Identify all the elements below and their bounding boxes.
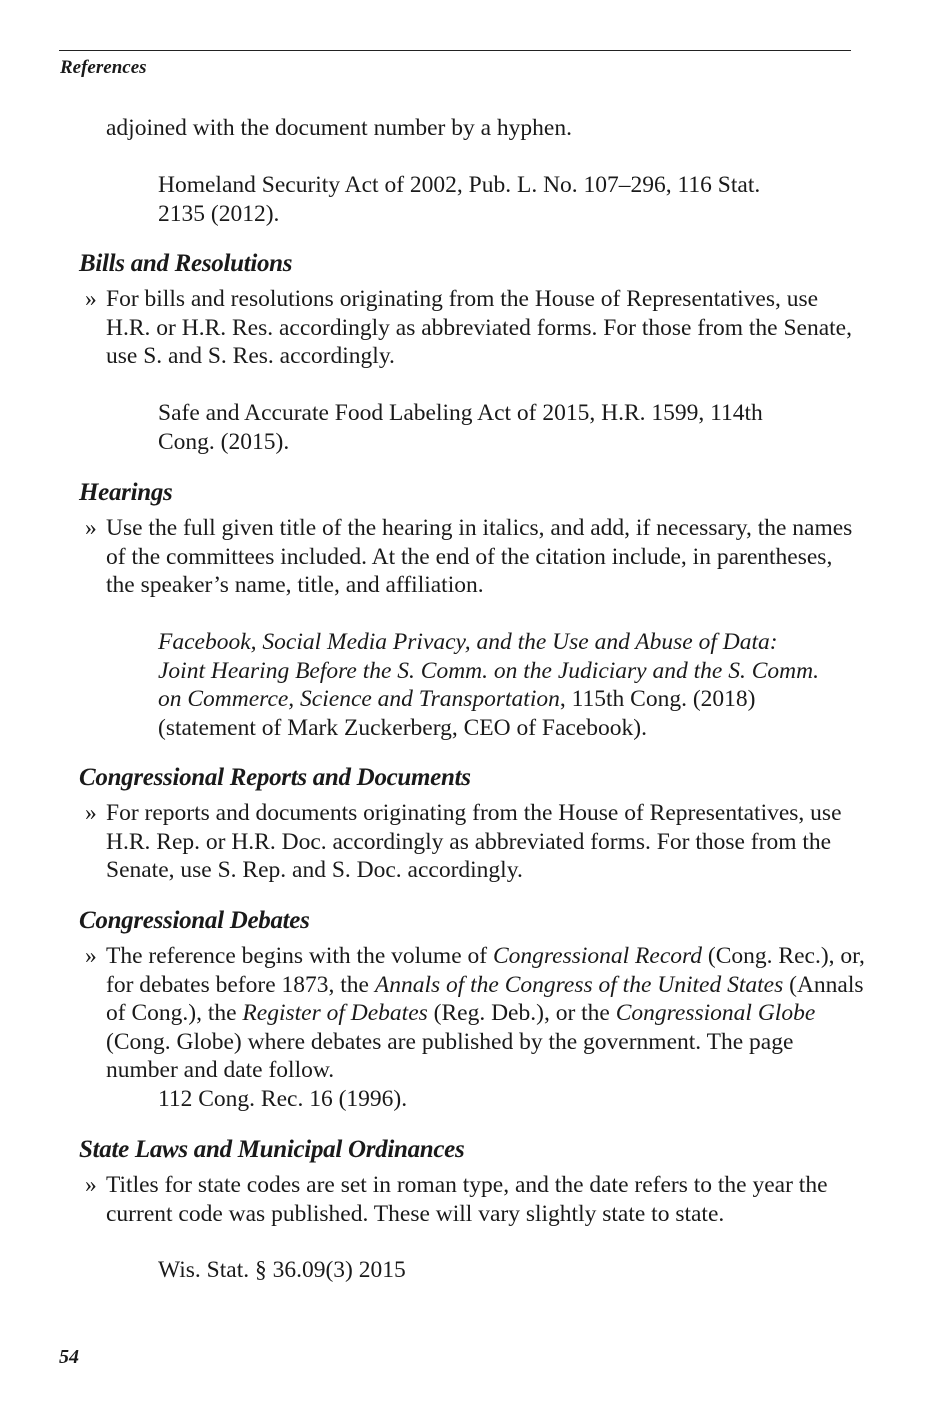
bills-paragraph: For bills and resolutions originating from the House of Representatives, use H.R. or H.R. Res. accordingly as abbreviated forms. For those from the Senate, use S. and S. Res. accordingly. <box>106 286 852 370</box>
debates-text: (Annals of Cong.), the <box>106 971 864 1027</box>
intro-example-line: 2135 (2012). <box>158 200 280 227</box>
intro-example <box>158 171 858 228</box>
bullet-marker: » <box>85 800 97 826</box>
debates-text: The reference begins with the volume of <box>106 943 493 969</box>
debates-text: (Cong. Rec.), or, for debates before 1873, the <box>106 943 865 998</box>
section-heading-bills: Bills and Resolutions <box>79 250 293 277</box>
hearing-title: on Commerce, Science and Transportation <box>158 686 560 713</box>
publication-title: Congressional Globe <box>615 1000 816 1027</box>
bills-example <box>158 399 858 456</box>
header-rule <box>59 50 851 51</box>
hearings-paragraph: Use the full given title of the hearing in italics, and add, if necessary, the names of the committees included. At the end of the citation include, in parentheses, the speaker’s name, title, and affiliation. <box>106 515 853 599</box>
debates-text: (Cong. Globe) where debates are published by the government. The page number and date follow. <box>106 1028 794 1084</box>
bullet-marker: » <box>85 943 97 969</box>
page-number: 54 <box>59 1346 79 1368</box>
state-paragraph: Titles for state codes are set in roman type, and the date refers to the year the current code was published. These will vary slightly state to state. <box>106 1172 828 1227</box>
intro-paragraph: adjoined with the document number by a hyphen. <box>106 115 572 141</box>
hearing-congress: , 115th Cong. (2018) <box>559 686 756 713</box>
hearing-statement: (statement of Mark Zuckerberg, CEO of Facebook). <box>158 714 647 741</box>
section-heading-state-laws: State Laws and Municipal Ordinances <box>79 1136 465 1163</box>
bills-example-line: Safe and Accurate Food Labeling Act of 2015, H.R. 1599, 114th <box>158 400 763 426</box>
publication-title: Register of Debates <box>242 1000 428 1027</box>
section-heading-hearings: Hearings <box>79 479 173 506</box>
debates-paragraph <box>106 942 866 1085</box>
bullet-marker: » <box>85 515 97 541</box>
bullet-marker: » <box>85 286 97 312</box>
publication-title: Congressional Record <box>492 943 703 969</box>
bullet-marker: » <box>85 1172 97 1198</box>
state-example: Wis. Stat. § 36.09(3) 2015 <box>158 1257 406 1283</box>
reports-paragraph: For reports and documents originating from the House of Representatives, use H.R. Rep. or H.R. Doc. accordingly as abbreviated forms. For those from the Senate, use S. Rep. and S. Doc. accordingly. <box>106 800 842 884</box>
hearing-title: Joint Hearing Before the S. Comm. on the Judiciary and the S. Comm. <box>158 657 819 684</box>
running-head: References <box>60 57 147 78</box>
debates-example: 112 Cong. Rec. 16 (1996). <box>158 1086 408 1112</box>
section-heading-reports: Congressional Reports and Documents <box>79 764 471 791</box>
intro-example-line: Homeland Security Act of 2002, Pub. L. No. 107–296, 116 Stat. <box>158 172 761 198</box>
section-heading-debates: Congressional Debates <box>79 907 310 934</box>
bills-example-line: Cong. (2015). <box>158 428 290 455</box>
hearing-title: Facebook, Social Media Privacy, and the Use and Abuse of Data: <box>158 629 778 655</box>
debates-text: (Reg. Deb.), or the <box>427 1000 616 1027</box>
hearings-example <box>158 628 858 742</box>
publication-title: Annals of the Congress of the United States <box>374 971 784 998</box>
